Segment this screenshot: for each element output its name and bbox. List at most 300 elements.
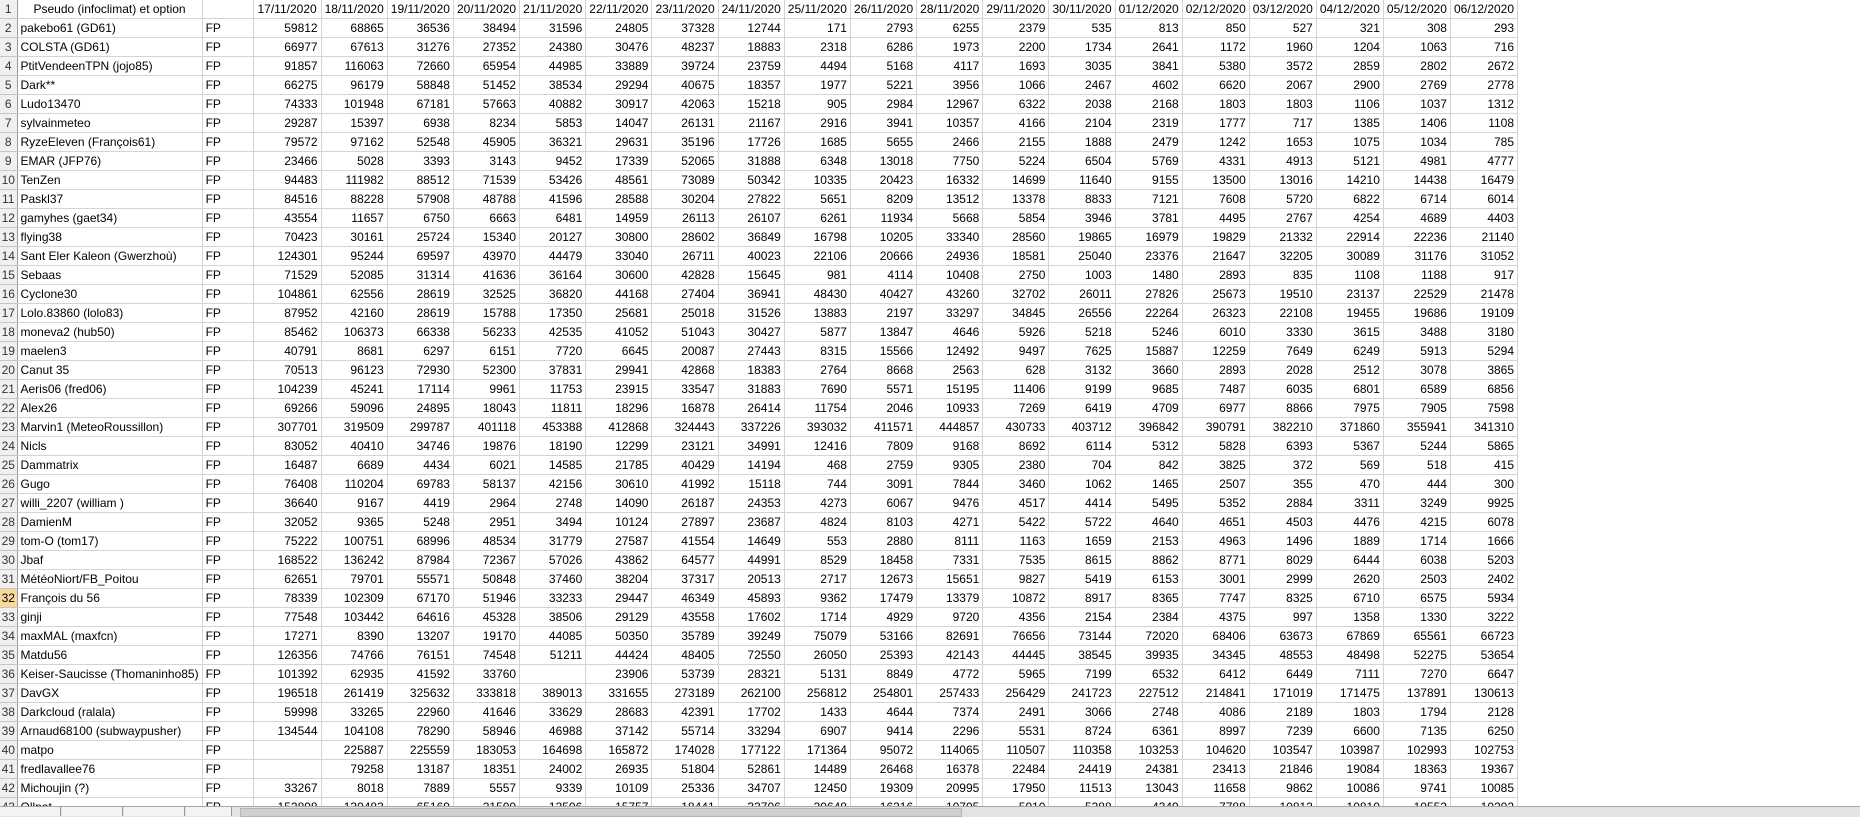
value-cell[interactable]: 27587 [586,532,652,551]
value-cell[interactable]: 48561 [586,171,652,190]
value-cell[interactable]: 100751 [321,532,387,551]
value-cell[interactable]: 1075 [1316,133,1383,152]
value-cell[interactable]: 411571 [850,418,916,437]
value-cell[interactable]: 10085 [1450,779,1517,798]
value-cell[interactable]: 8615 [1049,551,1115,570]
value-cell[interactable]: 7269 [983,399,1049,418]
value-cell[interactable]: 102309 [321,589,387,608]
value-cell[interactable]: 30427 [718,323,784,342]
value-cell[interactable]: 6504 [1049,152,1115,171]
value-cell[interactable]: 21167 [718,114,784,133]
row-number[interactable]: 40 [0,741,17,760]
value-cell[interactable]: 9452 [520,152,586,171]
pseudo-cell[interactable]: Alex26 [17,399,202,418]
value-cell[interactable]: 10335 [784,171,850,190]
value-cell[interactable]: 8862 [1115,551,1182,570]
value-cell[interactable]: 31888 [718,152,784,171]
value-cell[interactable]: 4086 [1182,703,1249,722]
value-cell[interactable]: 1066 [983,76,1049,95]
row-number[interactable]: 38 [0,703,17,722]
value-cell[interactable]: 5380 [1182,57,1249,76]
value-cell[interactable]: 8692 [983,437,1049,456]
value-cell[interactable]: 6322 [983,95,1049,114]
value-cell[interactable]: 1172 [1182,38,1249,57]
value-cell[interactable]: 293 [1450,19,1517,38]
option-cell[interactable]: FP [202,133,253,152]
value-cell[interactable]: 261419 [321,684,387,703]
value-cell[interactable]: 5224 [983,152,1049,171]
value-cell[interactable]: 2128 [1450,703,1517,722]
value-cell[interactable]: 6600 [1316,722,1383,741]
value-cell[interactable]: 27822 [718,190,784,209]
value-cell[interactable]: 23906 [586,665,652,684]
value-cell[interactable]: 171475 [1316,684,1383,703]
value-cell[interactable]: 13378 [983,190,1049,209]
value-cell[interactable]: 785 [1450,133,1517,152]
value-cell[interactable]: 4709 [1115,399,1182,418]
value-cell[interactable]: 24419 [1049,760,1115,779]
value-cell[interactable]: 33040 [586,247,652,266]
value-cell[interactable]: 63673 [1249,627,1316,646]
value-cell[interactable]: 2563 [917,361,983,380]
value-cell[interactable]: 102753 [1450,741,1517,760]
value-cell[interactable]: 15788 [453,304,519,323]
value-cell[interactable]: 7121 [1115,190,1182,209]
value-cell[interactable]: 70513 [253,361,321,380]
value-cell[interactable]: 4114 [850,266,916,285]
value-cell[interactable]: 453388 [520,418,586,437]
value-cell[interactable]: 37142 [586,722,652,741]
value-cell[interactable]: 18190 [520,437,586,456]
value-cell[interactable]: 48788 [453,190,519,209]
value-cell[interactable]: 9305 [917,456,983,475]
value-cell[interactable]: 24002 [520,760,586,779]
value-cell[interactable]: 5495 [1115,494,1182,513]
value-cell[interactable]: 2512 [1316,361,1383,380]
value-cell[interactable]: 1108 [1450,114,1517,133]
value-cell[interactable]: 319509 [321,418,387,437]
value-cell[interactable]: 300 [1450,475,1517,494]
value-cell[interactable]: 3311 [1316,494,1383,513]
value-cell[interactable]: 997 [1249,608,1316,627]
option-cell[interactable]: FP [202,114,253,133]
row-number[interactable]: 25 [0,456,17,475]
value-cell[interactable]: 6348 [784,152,850,171]
value-cell[interactable]: 2880 [850,532,916,551]
value-cell[interactable]: 29631 [586,133,652,152]
date-header-cell[interactable]: 03/12/2020 [1249,0,1316,19]
value-cell[interactable]: 22529 [1383,285,1450,304]
row-number[interactable]: 39 [0,722,17,741]
value-cell[interactable]: 51946 [453,589,519,608]
row-number[interactable]: 12 [0,209,17,228]
value-cell[interactable]: 9155 [1115,171,1182,190]
value-cell[interactable]: 174028 [652,741,718,760]
value-cell[interactable]: 25336 [652,779,718,798]
value-cell[interactable]: 1973 [917,38,983,57]
value-cell[interactable]: 6038 [1383,551,1450,570]
value-cell[interactable]: 19084 [1316,760,1383,779]
value-cell[interactable]: 52065 [652,152,718,171]
value-cell[interactable]: 7750 [917,152,983,171]
row-number[interactable]: 2 [0,19,17,38]
row-number[interactable]: 20 [0,361,17,380]
value-cell[interactable]: 24936 [917,247,983,266]
value-cell[interactable]: 6419 [1049,399,1115,418]
pseudo-cell[interactable]: RyzeEleven (François61) [17,133,202,152]
value-cell[interactable]: 34845 [983,304,1049,323]
value-cell[interactable]: 9925 [1450,494,1517,513]
value-cell[interactable]: 21647 [1182,247,1249,266]
date-header-cell[interactable]: 30/11/2020 [1049,0,1115,19]
row-number[interactable]: 35 [0,646,17,665]
value-cell[interactable]: 12744 [718,19,784,38]
value-cell[interactable]: 52548 [387,133,453,152]
value-cell[interactable]: 1163 [983,532,1049,551]
value-cell[interactable]: 20423 [850,171,916,190]
value-cell[interactable]: 41592 [387,665,453,684]
value-cell[interactable]: 6297 [387,342,453,361]
value-cell[interactable]: 470 [1316,475,1383,494]
value-cell[interactable]: 6286 [850,38,916,57]
value-cell[interactable]: 444 [1383,475,1450,494]
value-cell[interactable]: 256812 [784,684,850,703]
value-cell[interactable]: 5655 [850,133,916,152]
value-cell[interactable]: 44168 [586,285,652,304]
value-cell[interactable]: 51804 [652,760,718,779]
value-cell[interactable]: 6663 [453,209,519,228]
value-cell[interactable]: 3222 [1450,608,1517,627]
value-cell[interactable]: 10357 [917,114,983,133]
value-cell[interactable]: 42143 [917,646,983,665]
value-cell[interactable]: 52300 [453,361,519,380]
value-cell[interactable]: 42391 [652,703,718,722]
value-cell[interactable]: 2046 [850,399,916,418]
value-cell[interactable]: 444857 [917,418,983,437]
option-cell[interactable]: FP [202,570,253,589]
value-cell[interactable]: 5934 [1450,589,1517,608]
value-cell[interactable]: 6035 [1249,380,1316,399]
value-cell[interactable]: 3078 [1383,361,1450,380]
pseudo-cell[interactable]: flying38 [17,228,202,247]
value-cell[interactable]: 8668 [850,361,916,380]
value-cell[interactable]: 5926 [983,323,1049,342]
value-cell[interactable]: 2964 [453,494,519,513]
sheet-tab[interactable] [0,807,61,816]
value-cell[interactable] [520,665,586,684]
option-cell[interactable]: FP [202,646,253,665]
value-cell[interactable]: 39249 [718,627,784,646]
option-cell[interactable]: FP [202,456,253,475]
value-cell[interactable]: 1312 [1450,95,1517,114]
value-cell[interactable]: 7487 [1182,380,1249,399]
value-cell[interactable]: 41596 [520,190,586,209]
value-cell[interactable]: 171364 [784,741,850,760]
value-cell[interactable]: 96179 [321,76,387,95]
value-cell[interactable]: 74333 [253,95,321,114]
value-cell[interactable]: 8315 [784,342,850,361]
value-cell[interactable]: 4689 [1383,209,1450,228]
value-cell[interactable]: 38506 [520,608,586,627]
value-cell[interactable]: 168522 [253,551,321,570]
value-cell[interactable]: 21140 [1450,228,1517,247]
value-cell[interactable]: 2384 [1115,608,1182,627]
value-cell[interactable]: 19686 [1383,304,1450,323]
value-cell[interactable]: 262100 [718,684,784,703]
value-cell[interactable]: 30800 [586,228,652,247]
value-cell[interactable]: 23759 [718,57,784,76]
value-cell[interactable]: 2319 [1115,114,1182,133]
value-cell[interactable]: 256429 [983,684,1049,703]
value-cell[interactable]: 26323 [1182,304,1249,323]
value-cell[interactable]: 628 [983,361,1049,380]
value-cell[interactable]: 17271 [253,627,321,646]
value-cell[interactable]: 25673 [1182,285,1249,304]
value-cell[interactable]: 36640 [253,494,321,513]
value-cell[interactable]: 5913 [1383,342,1450,361]
value-cell[interactable]: 2793 [850,19,916,38]
row-number[interactable]: 27 [0,494,17,513]
row-number[interactable]: 3 [0,38,17,57]
value-cell[interactable]: 29941 [586,361,652,380]
value-cell[interactable]: 4215 [1383,513,1450,532]
value-cell[interactable]: 38494 [453,19,519,38]
value-cell[interactable]: 41992 [652,475,718,494]
value-cell[interactable]: 26107 [718,209,784,228]
value-cell[interactable]: 8365 [1115,589,1182,608]
value-cell[interactable]: 11658 [1182,779,1249,798]
value-cell[interactable]: 2717 [784,570,850,589]
value-cell[interactable]: 7374 [917,703,983,722]
value-cell[interactable]: 69597 [387,247,453,266]
value-cell[interactable]: 26113 [652,209,718,228]
value-cell[interactable]: 6255 [917,19,983,38]
value-cell[interactable]: 27352 [453,38,519,57]
value-cell[interactable]: 59096 [321,399,387,418]
row-number[interactable]: 21 [0,380,17,399]
value-cell[interactable]: 5248 [387,513,453,532]
value-cell[interactable]: 34345 [1182,646,1249,665]
value-cell[interactable]: 1666 [1450,532,1517,551]
value-cell[interactable]: 69266 [253,399,321,418]
value-cell[interactable]: 7747 [1182,589,1249,608]
value-cell[interactable]: 78290 [387,722,453,741]
value-cell[interactable]: 569 [1316,456,1383,475]
value-cell[interactable]: 21846 [1249,760,1316,779]
value-cell[interactable]: 23687 [718,513,784,532]
value-cell[interactable]: 95244 [321,247,387,266]
value-cell[interactable]: 6977 [1182,399,1249,418]
option-cell[interactable]: FP [202,608,253,627]
value-cell[interactable]: 6261 [784,209,850,228]
value-cell[interactable]: 48405 [652,646,718,665]
value-cell[interactable]: 103547 [1249,741,1316,760]
value-cell[interactable]: 88512 [387,171,453,190]
pseudo-cell[interactable]: tom-O (tom17) [17,532,202,551]
value-cell[interactable]: 225559 [387,741,453,760]
value-cell[interactable]: 11657 [321,209,387,228]
value-cell[interactable]: 5877 [784,323,850,342]
value-cell[interactable]: 116063 [321,57,387,76]
value-cell[interactable]: 95072 [850,741,916,760]
value-cell[interactable]: 12673 [850,570,916,589]
value-cell[interactable]: 58137 [453,475,519,494]
row-number[interactable]: 32 [0,589,17,608]
value-cell[interactable]: 19170 [453,627,519,646]
value-cell[interactable]: 28619 [387,304,453,323]
value-cell[interactable]: 87952 [253,304,321,323]
pseudo-cell[interactable]: Nicls [17,437,202,456]
value-cell[interactable]: 16479 [1450,171,1517,190]
value-cell[interactable]: 5422 [983,513,1049,532]
value-cell[interactable]: 4254 [1316,209,1383,228]
value-cell[interactable]: 403712 [1049,418,1115,437]
value-cell[interactable]: 104239 [253,380,321,399]
value-cell[interactable]: 2503 [1383,570,1450,589]
value-cell[interactable]: 12299 [586,437,652,456]
pseudo-cell[interactable]: Cyclone30 [17,285,202,304]
value-cell[interactable]: 31596 [520,19,586,38]
value-cell[interactable]: 33267 [253,779,321,798]
value-cell[interactable]: 33629 [520,703,586,722]
value-cell[interactable]: 11811 [520,399,586,418]
value-cell[interactable]: 18581 [983,247,1049,266]
value-cell[interactable]: 11406 [983,380,1049,399]
value-cell[interactable]: 30161 [321,228,387,247]
value-cell[interactable]: 2067 [1249,76,1316,95]
value-cell[interactable]: 11753 [520,380,586,399]
value-cell[interactable]: 12492 [917,342,983,361]
date-header-cell[interactable]: 26/11/2020 [850,0,916,19]
date-header-cell[interactable]: 21/11/2020 [520,0,586,19]
pseudo-cell[interactable]: DamienM [17,513,202,532]
value-cell[interactable]: 2802 [1383,57,1450,76]
value-cell[interactable]: 321 [1316,19,1383,38]
value-cell[interactable]: 48553 [1249,646,1316,665]
value-cell[interactable]: 45893 [718,589,784,608]
value-cell[interactable]: 4331 [1182,152,1249,171]
value-cell[interactable]: 37317 [652,570,718,589]
value-cell[interactable]: 24805 [586,19,652,38]
value-cell[interactable]: 22914 [1316,228,1383,247]
value-cell[interactable]: 31276 [387,38,453,57]
row-number[interactable]: 41 [0,760,17,779]
value-cell[interactable]: 59998 [253,703,321,722]
option-cell[interactable]: FP [202,304,253,323]
value-cell[interactable]: 8771 [1182,551,1249,570]
row-number[interactable]: 37 [0,684,17,703]
value-cell[interactable]: 76408 [253,475,321,494]
value-cell[interactable]: 44991 [718,551,784,570]
value-cell[interactable]: 21785 [586,456,652,475]
value-cell[interactable]: 48430 [784,285,850,304]
value-cell[interactable]: 17602 [718,608,784,627]
value-cell[interactable]: 22236 [1383,228,1450,247]
row-number[interactable]: 13 [0,228,17,247]
value-cell[interactable]: 21332 [1249,228,1316,247]
value-cell[interactable]: 57908 [387,190,453,209]
date-header-cell[interactable]: 24/11/2020 [718,0,784,19]
value-cell[interactable]: 26011 [1049,285,1115,304]
value-cell[interactable]: 53166 [850,627,916,646]
value-cell[interactable]: 15645 [718,266,784,285]
value-cell[interactable]: 2507 [1182,475,1249,494]
pseudo-cell[interactable]: willi_2207 (william ) [17,494,202,513]
value-cell[interactable]: 24381 [1115,760,1182,779]
pseudo-cell[interactable]: Jbaf [17,551,202,570]
row-number[interactable]: 6 [0,95,17,114]
value-cell[interactable]: 6856 [1450,380,1517,399]
row-number[interactable]: 14 [0,247,17,266]
value-cell[interactable]: 14699 [983,171,1049,190]
value-cell[interactable]: 40791 [253,342,321,361]
option-cell[interactable]: FP [202,684,253,703]
value-cell[interactable]: 412868 [586,418,652,437]
option-cell[interactable]: FP [202,266,253,285]
value-cell[interactable]: 87984 [387,551,453,570]
value-cell[interactable]: 22264 [1115,304,1182,323]
value-cell[interactable]: 5720 [1249,190,1316,209]
value-cell[interactable]: 6393 [1249,437,1316,456]
option-cell[interactable]: FP [202,418,253,437]
value-cell[interactable]: 1960 [1249,38,1316,57]
value-cell[interactable]: 51211 [520,646,586,665]
value-cell[interactable]: 214841 [1182,684,1249,703]
value-cell[interactable]: 1734 [1049,38,1115,57]
value-cell[interactable]: 70423 [253,228,321,247]
value-cell[interactable]: 196518 [253,684,321,703]
value-cell[interactable]: 14047 [586,114,652,133]
value-cell[interactable]: 37460 [520,570,586,589]
pseudo-cell[interactable]: EMAR (JFP76) [17,152,202,171]
value-cell[interactable]: 4517 [983,494,1049,513]
value-cell[interactable]: 1063 [1383,38,1450,57]
value-cell[interactable]: 5571 [850,380,916,399]
value-cell[interactable]: 4375 [1182,608,1249,627]
value-cell[interactable]: 27443 [718,342,784,361]
value-cell[interactable]: 29294 [586,76,652,95]
value-cell[interactable]: 2767 [1249,209,1316,228]
value-cell[interactable]: 114065 [917,741,983,760]
value-cell[interactable]: 76151 [387,646,453,665]
row-number[interactable]: 10 [0,171,17,190]
value-cell[interactable]: 134544 [253,722,321,741]
value-cell[interactable]: 164698 [520,741,586,760]
value-cell[interactable]: 42828 [652,266,718,285]
value-cell[interactable]: 2641 [1115,38,1182,57]
value-cell[interactable]: 7598 [1450,399,1517,418]
value-cell[interactable]: 2104 [1049,114,1115,133]
value-cell[interactable]: 5244 [1383,437,1450,456]
pseudo-cell[interactable]: Sebaas [17,266,202,285]
value-cell[interactable]: 1385 [1316,114,1383,133]
value-cell[interactable]: 104861 [253,285,321,304]
value-cell[interactable]: 1977 [784,76,850,95]
value-cell[interactable]: 4963 [1182,532,1249,551]
value-cell[interactable]: 2672 [1450,57,1517,76]
value-cell[interactable]: 2479 [1115,133,1182,152]
value-cell[interactable]: 43554 [253,209,321,228]
value-cell[interactable]: 10086 [1316,779,1383,798]
value-cell[interactable]: 13018 [850,152,916,171]
value-cell[interactable]: 2859 [1316,57,1383,76]
value-cell[interactable]: 48534 [453,532,519,551]
value-cell[interactable]: 136242 [321,551,387,570]
option-cell[interactable]: FP [202,95,253,114]
pseudo-cell[interactable]: Michoujin (?) [17,779,202,798]
value-cell[interactable]: 14959 [586,209,652,228]
pseudo-cell[interactable]: Keiser-Saucisse (Thomaninho85) [17,665,202,684]
